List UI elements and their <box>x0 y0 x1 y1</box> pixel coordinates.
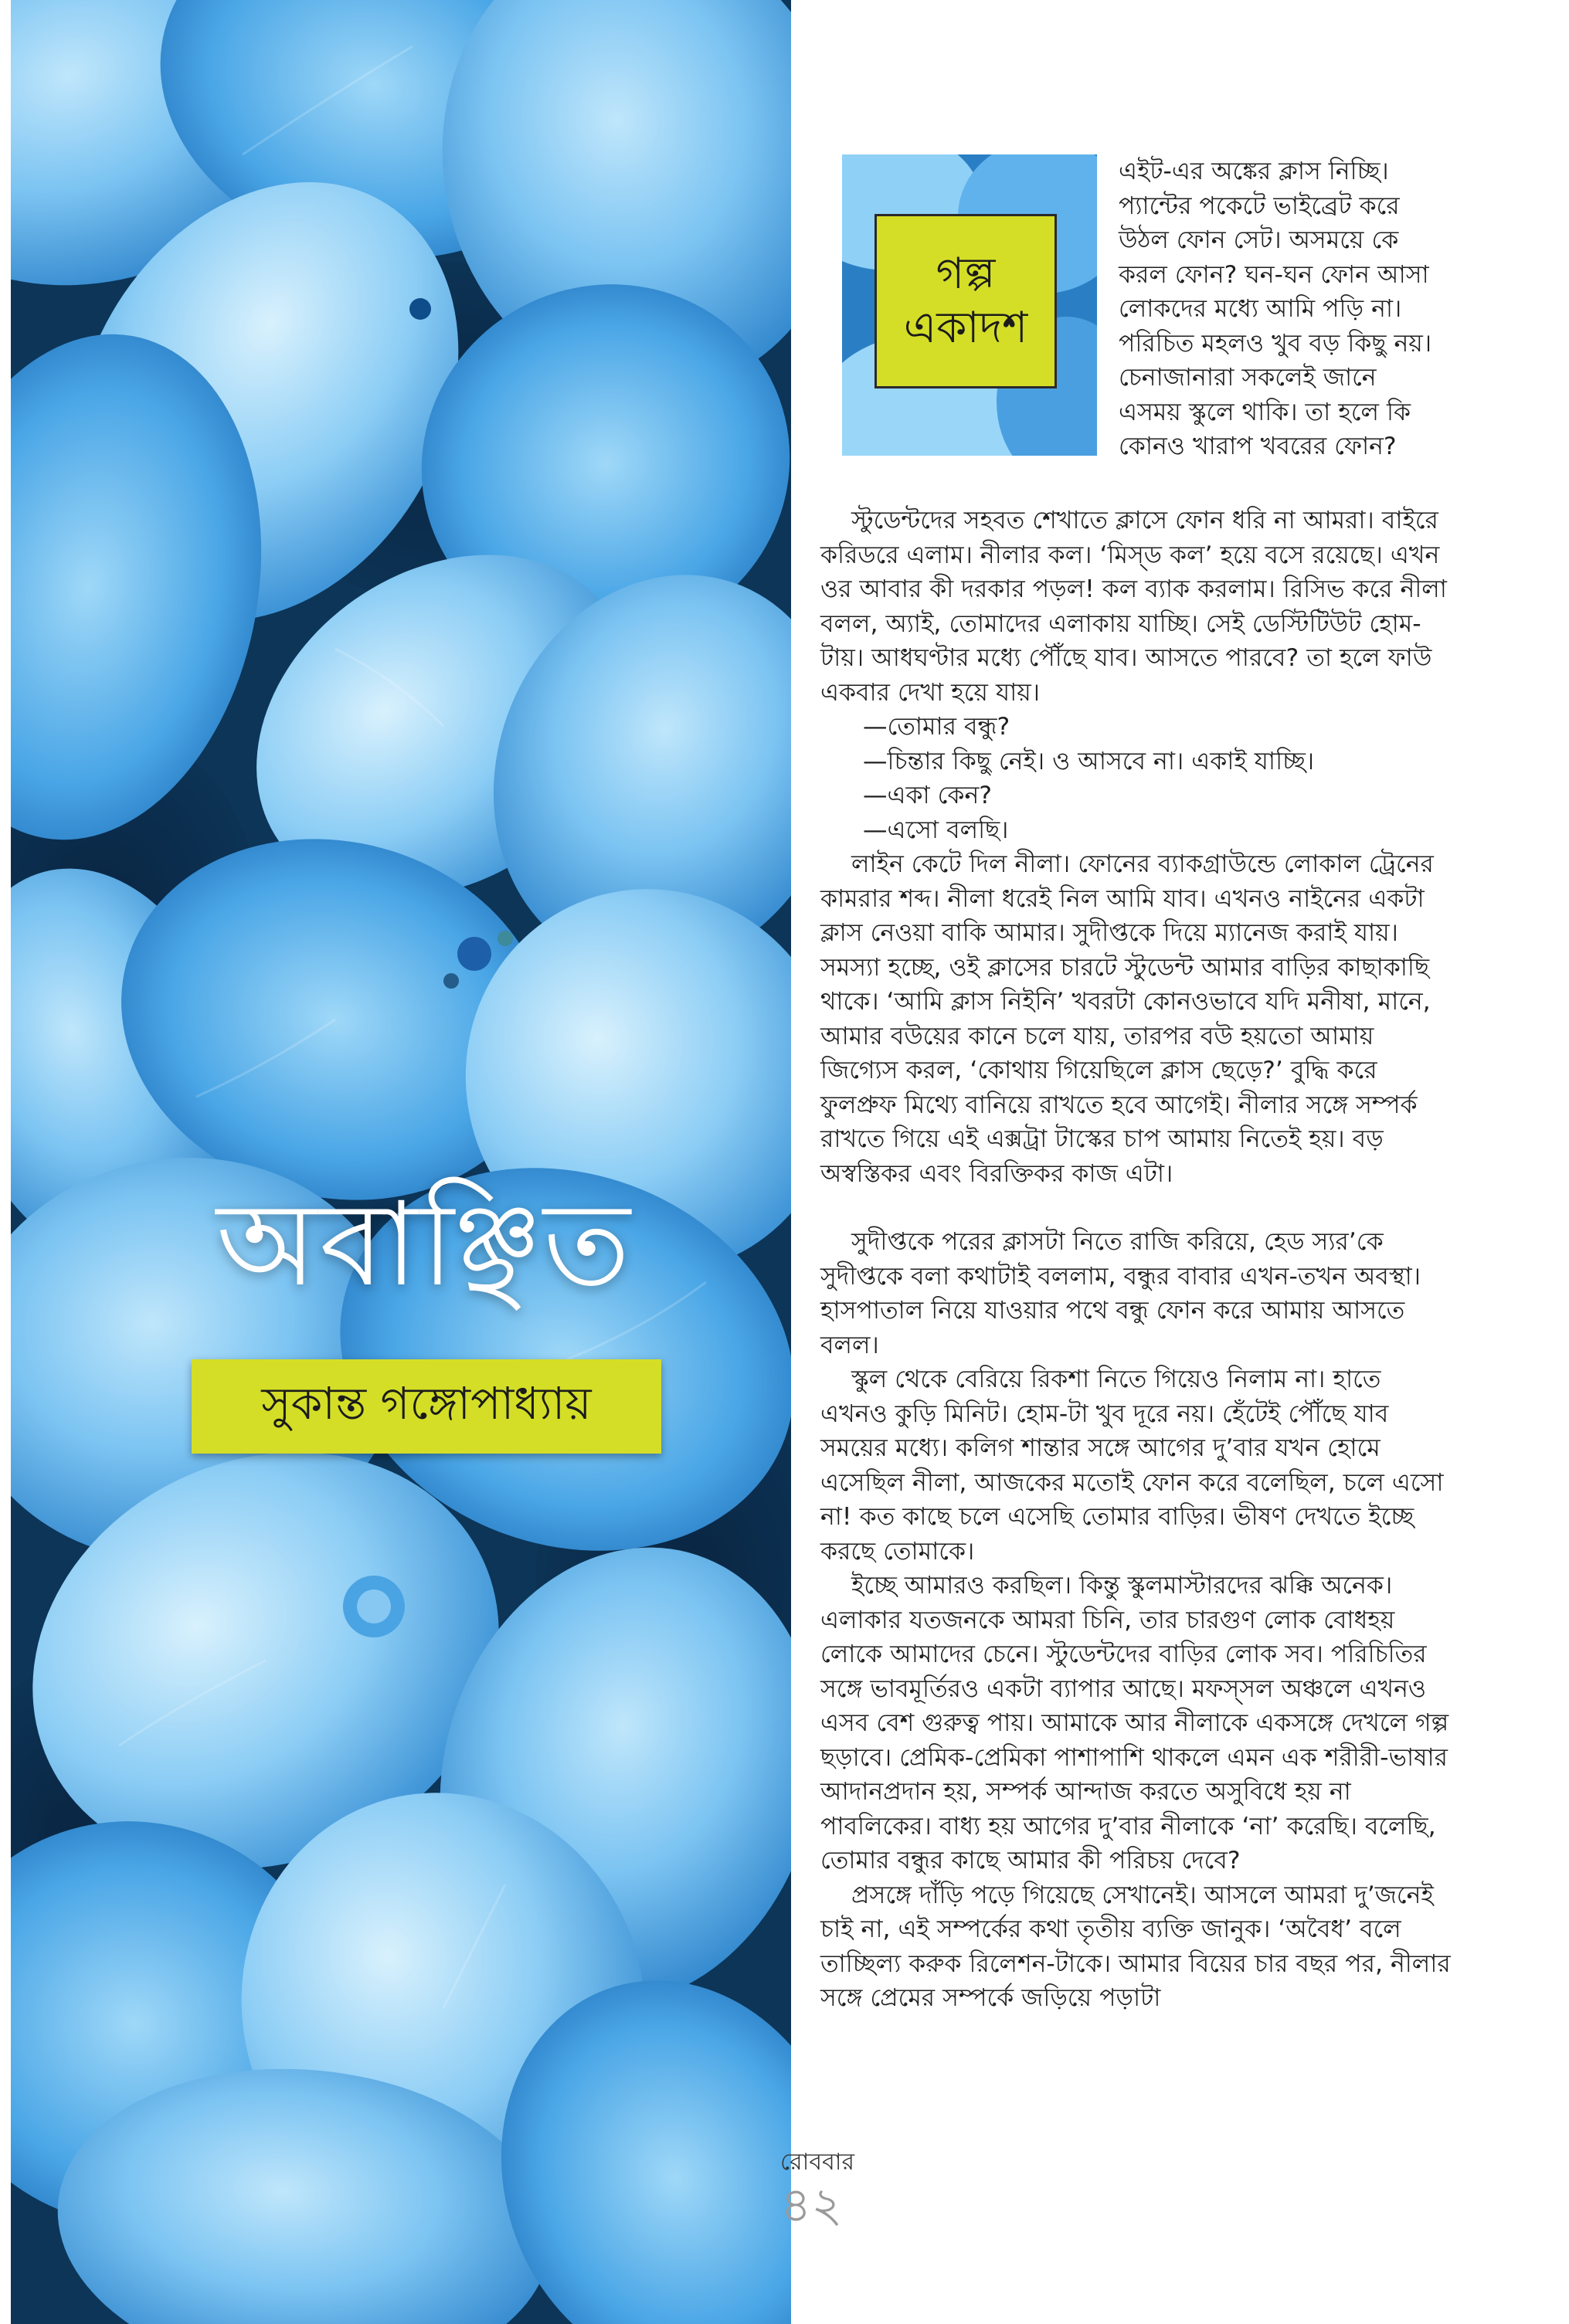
section-label <box>874 214 1057 388</box>
paragraph: স্কুল থেকে বেরিয়ে রিকশা নিতে গিয়েও নিলাম না। হাতে এখনও কুড়ি মিনিট। হোম-টা খুব দূরে নয়। হেঁটেই পৌঁছে যাব সময়ের মধ্যে। কলিগ শান্তার সঙ্গে আগের দু’বার যখন হোমে এসেছিল নীলা, আজকের মতোই ফোন করে বলেছিল, চলে এসো না! কত কাছে চলে এসেছি তোমার বাড়ির। ভীষণ দেখতে ইচ্ছে করছে তোমাকে। <box>820 1366 1444 1566</box>
intro-paragraph <box>1119 154 1443 464</box>
publication-name: রোববার <box>780 2149 854 2176</box>
page-footer <box>780 2147 935 2232</box>
dialog-line: —তোমার বন্ধু? <box>863 713 1010 741</box>
paragraph: লাইন কেটে দিল নীলা। ফোনের ব্যাকগ্রাউন্ডে লোকাল ট্রেনের কামরার শব্দ। নীলা ধরেই নিল আমি যাব। এখনও নাইনের একটা ক্লাস নেওয়া বাকি আমার। সুদীপ্তকে দিয়ে ম্যানেজ করাই যায়। সমস্যা হচ্ছে, ওই ক্লাসের চারটে স্টুডেন্ট আমার বাড়ির কাছাকাছি থাকে। ‘আমি ক্লাস নিইনি’ খবরটা কোনওভাবে যদি মনীষা, মানে, আমার বউয়ের কানে চলে যায়, তারপর বউ হয়তো আমায় জিগ্যেস করল, ‘কোথায় গিয়েছিলে ক্লাস ছেড়ে?’ বুদ্ধি করে ফুলপ্রুফ মিথ্যে বানিয়ে রাখতে হবে আগেই। নীলার সঙ্গে সম্পর্ক রাখতে গিয়ে এই এক্সট্রা টাস্কের চাপ আমায় নিতেই হয়। বড় অস্বস্তিকর এবং বিরক্তিকর কাজ এটা। <box>820 850 1434 1188</box>
blue-hydrangea-photo-icon <box>11 0 791 2324</box>
section-label-line1: গল্প <box>936 249 996 299</box>
hydrangea-photo <box>11 0 791 2324</box>
author-name: সুকান্ত গঙ্গোপাধ্যায় <box>192 1359 661 1454</box>
paragraph: ইচ্ছে আমারও করছিল। কিন্তু স্কুলমাস্টারদের ঝক্কি অনেক। এলাকার যতজনকে আমরা চিনি, তার চারগুণ লোক বোধহয় লোকে আমাদের চেনে। স্টুডেন্টদের বাড়ির লোক সব। পরিচিতির সঙ্গে ভাবমূর্তিরও একটা ব্যাপার আছে। মফস্‌সল অঞ্চলে এখনও এসব বেশ গুরুত্ব পায়। আমাকে আর নীলাকে একসঙ্গে দেখলে গল্প ছড়াবে। প্রেমিক-প্রেমিকা পাশাপাশি থাকলে এমন এক শরীরী-ভাষার আদানপ্রদান হয়, সম্পর্ক আন্দাজ করতে অসুবিধে হয় না পাবলিকের। বাধ্য হয় আগের দু’বার নীলাকে ‘না’ করেছি। বলেছি, তোমার বন্ধুর কাছে আমার কী পরিচয় দেবে? <box>820 1572 1449 1874</box>
dialog-line: —চিন্তার কিছু নেই। ও আসবে না। একাই যাচ্ছি। <box>863 747 1315 775</box>
intro-text: এইট-এর অঙ্কের ক্লাস নিচ্ছি। প্যান্টের পকেটে ভাইব্রেট করে উঠল ফোন সেট। অসময়ে কে করল ফোন? ঘন-ঘন ফোন আসা লোকদের মধ্যে আমি পড়ি না। পরিচিত মহলও খুব বড় কিছু নয়। চেনাজানারা সকলেই জানে এসময় স্কুলে থাকি। তা হলে কি কোনও খারাপ খবরের ফোন? <box>1119 158 1432 460</box>
paragraph: স্টুডেন্টদের সহবত শেখাতে ক্লাসে ফোন ধরি না আমরা। বাইরে করিডরে এলাম। নীলার কল। ‘মিস্‌ড কল’ হয়ে বসে রয়েছে। এখন ওর আবার কী দরকার পড়ল! কল ব্যাক করলাম। রিসিভ করে নীলা বলল, অ্যাই, তোমাদের এলাকায় যাচ্ছি। সেই ডেস্টিটিউট হোম-টায়। আধঘণ্টার মধ্যে পৌঁছে যাব। আসতে পারবে? তা হলে ফাউ একবার দেখা হয়ে যায়। <box>820 507 1447 707</box>
paragraph: সুদীপ্তকে পরের ক্লাসটা নিতে রাজি করিয়ে, হেড স্যর’কে সুদীপ্তকে বলা কথাটাই বললাম, বন্ধুর বাবার এখন-তখন অবস্থা। হাসপাতাল নিয়ে যাওয়ার পথে বন্ধু ফোন করে আমায় আসতে বলল। <box>820 1228 1421 1359</box>
paragraph: প্রসঙ্গে দাঁড়ি পড়ে গিয়েছে সেখানেই। আসলে আমরা দু’জনেই চাই না, এই সম্পর্কের কথা তৃতীয় ব্যক্তি জানুক। ‘অবৈধ’ বলে তাচ্ছিল্য করুক রিলেশন-টাকে। আমার বিয়ের চার বছর পর, নীলার সঙ্গে প্রেমের সম্পর্কে জড়িয়ে পড়াটা <box>820 1881 1451 2012</box>
article-body <box>820 504 1454 2016</box>
section-label-line2: একাদশ <box>903 303 1028 353</box>
dialog-line: —এসো বলছি। <box>863 816 1009 844</box>
dialog-line: —একা কেন? <box>863 782 992 809</box>
story-title: অবাঞ্ছিত <box>216 1178 633 1312</box>
page-number: ৪২ <box>780 2176 843 2233</box>
